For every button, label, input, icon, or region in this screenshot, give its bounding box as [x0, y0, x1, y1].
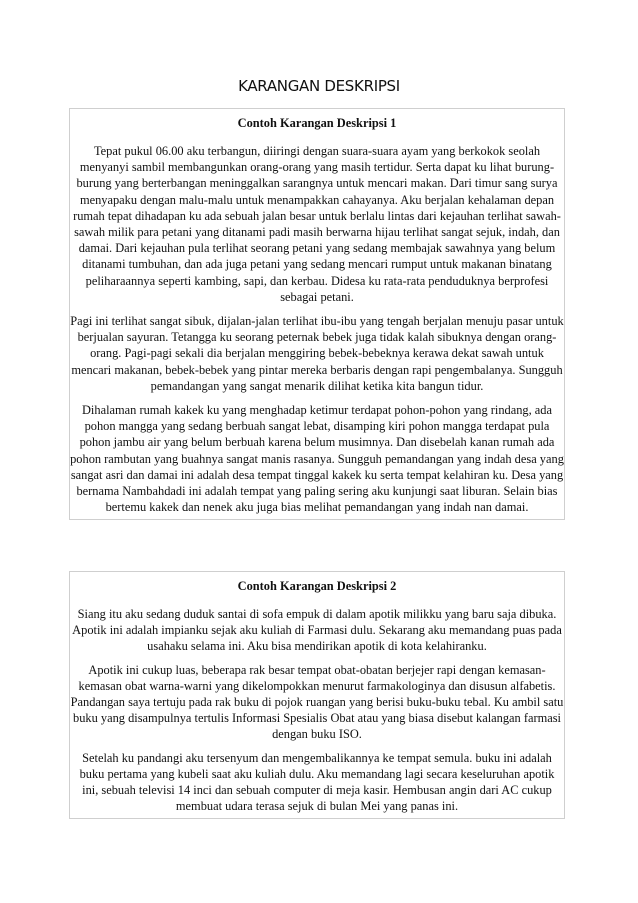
section-heading: Contoh Karangan Deskripsi 2	[237, 579, 397, 593]
paragraph: Pagi ini terlihat sangat sibuk, dijalan-jalan terlihat ibu-ibu yang tengah berjalan menuju pasar untuk berjualan sayuran. Tetangga ku seorang peternak bebek juga tidak kalah sibuknya dengan orang-orang. Pagi-pagi sekali dia berjalan menggiring bebek-bebeknya kerawa dekat sawah untuk mencari makanan, bebek-bebek yang pintar mereka berbaris dengan rapi pengembalanya. Sungguh pemandangan yang sangat menarik dilihat ketika kita bangun tidur.	[70, 314, 564, 393]
paragraph: Apotik ini cukup luas, beberapa rak besar tempat obat-obatan berjejer rapi dengan kemasan-kemasan obat warna-warni yang dikelompokkan menurut farmakologinya dan disusun alfabetis. Pandangan saya tertuju pada rak buku di pojok ruangan yang berisi buku-buku tebal. Ku ambil satu buku yang disampulnya tertulis Informasi Spesialis Obat atau yang biasa disebut kalangan farmasi dengan buku ISO.	[70, 662, 564, 742]
page-title: KARANGAN DESKRIPSI	[238, 77, 400, 95]
essay-section-1	[69, 108, 565, 520]
paragraph: Setelah ku pandangi aku tersenyum dan mengembalikannya ke tempat semula. buku ini adalah buku pertama yang kubeli saat aku kuliah dulu. Aku memandang lagi secara keseluruhan apotik ini, sebuah televisi 14 inci dan sebuah computer di meja kasir. Hembusan angin dari AC cukup membuat udara terasa sejuk di bulan Mei yang panas ini.	[79, 750, 555, 814]
paragraph: Siang itu aku sedang duduk santai di sofa empuk di dalam apotik milikku yang baru saja dibuka. Apotik ini adalah impianku sejak aku kuliah di Farmasi dulu. Sekarang aku memandang puas pada usahaku selama ini. Aku bisa mendirikan apotik di kota kelahiranku.	[72, 607, 562, 654]
section-heading: Contoh Karangan Deskripsi 1	[237, 116, 397, 130]
essay-section-2	[69, 571, 565, 819]
paragraph: Tepat pukul 06.00 aku terbangun, diiringi dengan suara-suara ayam yang berkokok seolah menyanyi sambil membangunkan orang-orang yang masih tertidur. Serta dapat ku lihat burung-burung yang berterbangan meninggalkan sarangnya untuk mencari makan. Dari timur sang surya menyapaku dengan malu-malu untuk menampakkan cahayanya. Aku berjalan kehalaman depan rumah tepat dihadapan ku ada sebuah jalan besar untuk berlalu lintas dari kejauhan terlihat sawah-sawah milik para petani yang ditanami padi masih berwarna hijau terlihat sangat sejuk, indah, dan damai. Dari kejauhan pula terlihat seorang petani yang sedang membajak sawahnya yang belum ditanami tumbuhan, dan ada juga petani yang sedang mencari rumput untuk makanan binatang peliharaannya seperti kambing, sapi, dan kerbau. Didesa ku rata-rata penduduknya berprofesi sebagai petani.	[73, 144, 561, 304]
paragraph: Dihalaman rumah kakek ku yang menghadap ketimur terdapat pohon-pohon yang rindang, ada pohon mangga yang sedang berbuah sangat lebat, disamping kiri pohon mangga terdapat pula pohon jambu air yang belum berbuah karena belum musimnya. Dan disebelah kanan rumah ada pohon rambutan yang buahnya sangat manis rasanya. Sungguh pemandangan yang indah desa yang sangat asri dan damai ini adalah desa tempat tinggal kakek ku serta tempat kelahiran ku. Desa yang bernama Nambahdadi ini adalah tempat yang paling sering aku kunjungi saat liburan. Selain bias bertemu kakek dan nenek aku juga bias melihat pemandangan yang indah nan damai.	[70, 403, 564, 515]
